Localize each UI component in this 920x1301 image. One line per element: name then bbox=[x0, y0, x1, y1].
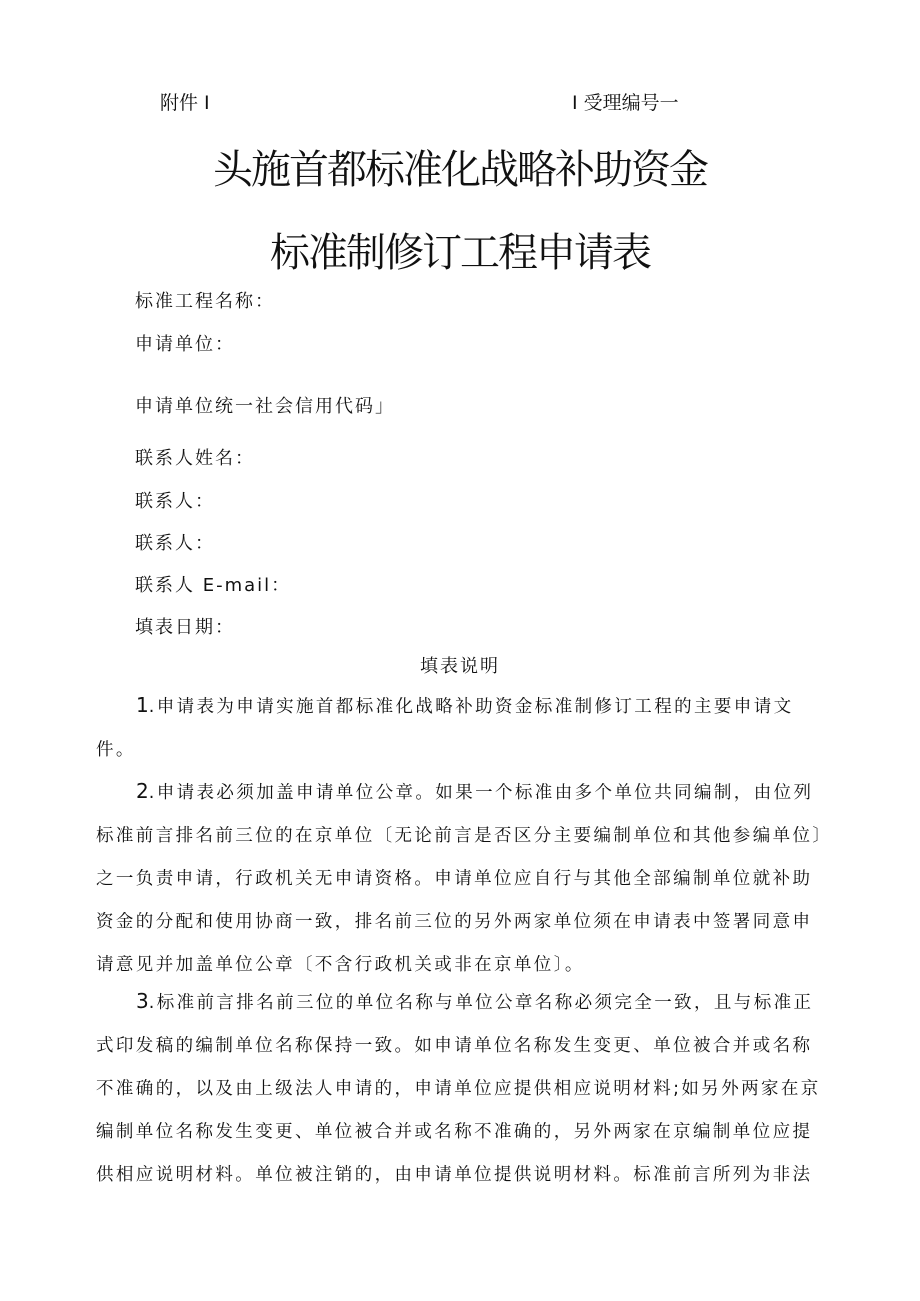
field-project-name: 标准工程名称： bbox=[135, 291, 275, 312]
field-contact-name: 联系人姓名： bbox=[135, 448, 255, 469]
attachment-label: 附件 I bbox=[160, 92, 210, 114]
document-title-line-1: 头施首都标准化战略补助资金 bbox=[213, 147, 707, 193]
instruction-line: 之一负责申请，行政机关无申请资格。申请单位应自行与其他全部编制单位就补助 bbox=[96, 869, 813, 889]
field-fill-date: 填表日期： bbox=[135, 617, 235, 638]
instruction-item-1 bbox=[96, 684, 830, 772]
instruction-number: 2 bbox=[136, 779, 149, 803]
instruction-line: 编制单位名称发生变更、单位被合并或名称不准确的，另外两家在京编制单位应提 bbox=[96, 1122, 813, 1142]
instruction-line: 3.标准前言排名前三位的单位名称与单位公章名称必须完全一致，且与标准正 bbox=[136, 989, 814, 1013]
instruction-line: 资金的分配和使用协商一致，排名前三位的另外两家单位须在申请表中签署同意申 bbox=[96, 912, 813, 932]
instruction-number: 3 bbox=[136, 989, 149, 1013]
acceptance-number-label: I 受理编号一 bbox=[572, 92, 679, 114]
field-contact-1: 联系人： bbox=[135, 491, 215, 512]
document-title-line-2: 标准制修订工程申请表 bbox=[270, 230, 650, 276]
field-credit-code: 申请单位统一社会信用代码」 bbox=[135, 396, 395, 417]
instruction-item-2 bbox=[96, 770, 833, 987]
instruction-number: 1 bbox=[136, 693, 149, 717]
instruction-line: 1.申请表为申请实施首都标准化战略补助资金标准制修订工程的主要申请文 bbox=[136, 693, 794, 717]
instruction-line: 2.申请表必须加盖申请单位公章。如果一个标准由多个单位共同编制，由位列 bbox=[136, 779, 814, 803]
instruction-line: 请意见并加盖单位公章〔不含行政机关或非在京单位〕。 bbox=[96, 955, 585, 975]
field-applicant-unit: 申请单位： bbox=[135, 334, 235, 355]
field-contact-email: 联系人 E-mail： bbox=[135, 575, 292, 596]
instruction-line: 式印发稿的编制单位名称保持一致。如申请单位名称发生变更、单位被合并或名称 bbox=[96, 1036, 813, 1056]
instruction-line: 不准确的，以及由上级法人申请的，申请单位应提供相应说明材料;如另外两家在京 bbox=[96, 1079, 821, 1099]
instruction-line: 件。 bbox=[96, 740, 136, 760]
instructions-heading: 填表说明 bbox=[420, 656, 500, 677]
field-contact-2: 联系人： bbox=[135, 533, 215, 554]
instruction-item-3 bbox=[96, 980, 830, 1197]
instruction-line: 标准前言排名前三位的在京单位〔无论前言是否区分主要编制单位和其他参编单位〕 bbox=[96, 826, 833, 846]
instruction-line: 供相应说明材料。单位被注销的，由申请单位提供说明材料。标准前言所列为非法 bbox=[96, 1165, 813, 1185]
